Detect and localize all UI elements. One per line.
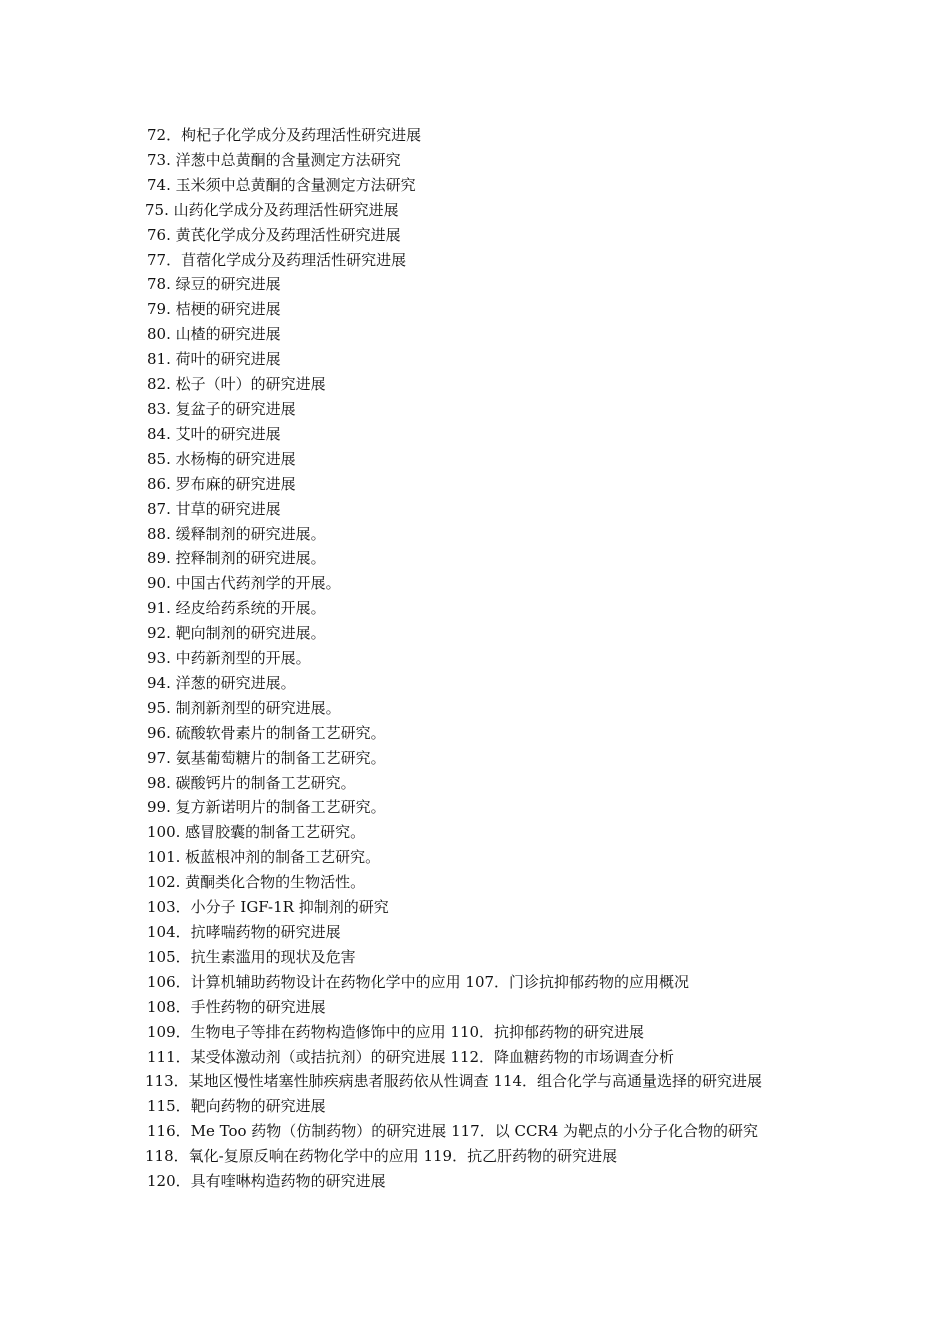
list-item: 86. 罗布麻的研究进展: [147, 474, 296, 493]
list-item: 85. 水杨梅的研究进展: [147, 449, 296, 468]
list-item: 108．手性药物的研究进展: [147, 997, 326, 1016]
list-item: 94. 洋葱的研究进展。: [147, 673, 296, 692]
list-item: 96. 硫酸软骨素片的制备工艺研究。: [147, 723, 386, 742]
list-item: 120．具有喹啉构造药物的研究进展: [147, 1172, 386, 1191]
list-item: 105．抗生素滥用的现状及危害: [147, 947, 356, 966]
list-item: 87. 甘草的研究进展: [147, 499, 281, 518]
list-item: 77．苜蓿化学成分及药理活性研究进展: [147, 250, 407, 269]
list-item: 84. 艾叶的研究进展: [147, 424, 281, 443]
list-item: 79. 桔梗的研究进展: [147, 300, 281, 319]
list-item: 101. 板蓝根冲剂的制备工艺研究。: [147, 848, 381, 867]
list-item: 82. 松子（叶）的研究进展: [147, 375, 326, 394]
list-item: 83. 复盆子的研究进展: [147, 399, 296, 418]
list-item: 118．氧化-复原反响在药物化学中的应用 119．抗乙肝药物的研究进展: [145, 1147, 618, 1166]
list-item: 93. 中药新剂型的开展。: [147, 649, 311, 668]
list-item: 113．某地区慢性堵塞性肺疾病患者服药依从性调查 114．组合化学与高通量选择的研究进展: [145, 1072, 763, 1091]
list-item: 80. 山楂的研究进展: [147, 325, 281, 344]
list-item: 115．靶向药物的研究进展: [147, 1097, 326, 1116]
list-item: 100. 感冒胶囊的制备工艺研究。: [147, 823, 366, 842]
list-item: 102. 黄酮类化合物的生物活性。: [147, 873, 366, 892]
list-item: 111．某受体激动剂（或拮抗剂）的研究进展 112．降血糖药物的市场调查分析: [147, 1047, 675, 1066]
list-item: 116．Me Too 药物（仿制药物）的研究进展 117．以 CCR4 为靶点的小分子化合物的研究: [147, 1122, 759, 1141]
list-item: 95. 制剂新剂型的研究进展。: [147, 698, 341, 717]
list-item: 88. 缓释制剂的研究进展。: [147, 524, 326, 543]
list-item: 99. 复方新诺明片的制备工艺研究。: [147, 798, 386, 817]
list-item: 89. 控释制剂的研究进展。: [147, 549, 326, 568]
list-item: 98. 碳酸钙片的制备工艺研究。: [147, 773, 356, 792]
list-item: 104．抗哮喘药物的研究进展: [147, 923, 341, 941]
list-item: 72．枸杞子化学成分及药理活性研究进展: [147, 126, 422, 144]
list-item: 103．小分子 IGF-1R 抑制剂的研究: [147, 898, 389, 917]
list-item: 109．生物电子等排在药物构造修饰中的应用 110．抗抑郁药物的研究进展: [147, 1022, 645, 1041]
list-item: 76. 黄芪化学成分及药理活性研究进展: [147, 225, 401, 244]
list-item: 74. 玉米须中总黄酮的含量测定方法研究: [147, 175, 416, 194]
list-item: 91. 经皮给药系统的开展。: [147, 599, 326, 618]
topic-list: [145, 123, 815, 1194]
list-item: 73. 洋葱中总黄酮的含量测定方法研究: [147, 150, 401, 169]
list-item: 106．计算机辅助药物设计在药物化学中的应用 107．门诊抗抑郁药物的应用概况: [147, 972, 690, 991]
list-item: 75. 山药化学成分及药理活性研究进展: [145, 200, 399, 219]
list-item: 81. 荷叶的研究进展: [147, 350, 281, 369]
list-item: 92. 靶向制剂的研究进展。: [147, 624, 326, 643]
list-item: 97. 氨基葡萄糖片的制备工艺研究。: [147, 748, 386, 767]
list-item: 90. 中国古代药剂学的开展。: [147, 574, 341, 593]
list-item: 78. 绿豆的研究进展: [147, 275, 281, 294]
